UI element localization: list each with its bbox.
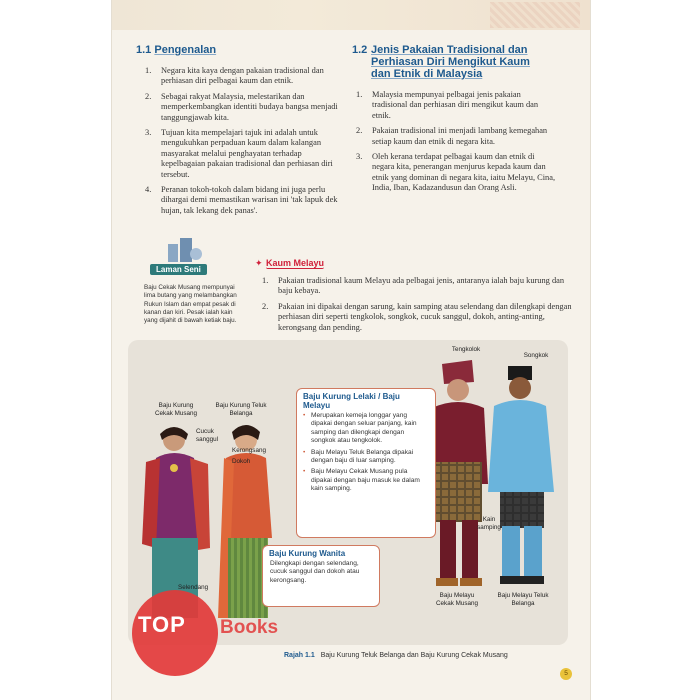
bullet-item: • Baju Melayu Teluk Belanga dipakai dengan baju di luar samping. [303,449,429,466]
section-number: 1.2 [352,44,368,56]
bullet-item: • Merupakan kemeja longgar yang dipakai dengan seluar panjang, kain samping dan dilengkapi dengan songkok atau tengkolok. [303,412,429,446]
list-number: 2. [145,91,152,101]
info-box-text: Dilengkapi dengan selendang, cucuk sanggul dan dokoh atau kerongsang. [270,560,360,584]
list-item [145,185,345,216]
list-number: 3. [145,128,152,138]
melayu-list [262,276,572,338]
list-number: 2. [356,126,363,136]
list-number: 1. [356,90,363,99]
section-number: 1.1 [136,44,152,56]
list-text: Peranan tokoh-tokoh dalam bidang ini juga perlu dihargai demi memastikan warisan ini 'tak lapuk dek hujan, tak lekang dek panas'. [161,185,338,215]
list-number: 1. [262,276,269,285]
label-bk-teluk-belanga: Baju Kurung Teluk Belanga [215,402,267,417]
list-text: Sebagai rakyat Malaysia, melestarikan dan memperkembangkan identiti budaya bangsa menjadi tanggungjawab kita. [161,91,338,122]
kaum-melayu-label: Kaum Melayu [266,258,325,268]
label-bk-cekak-musang: Baju Kurung Cekak Musang [155,402,197,417]
label-selendang: Selendang [178,584,209,591]
baju-kurung-wanita-info-box [262,545,380,607]
intro-list [145,66,345,221]
info-box-list [297,412,435,501]
bullet-item: • Baju Melayu Cekak Musang pula dipakai dengan baju masuk ke dalam kain samping. [303,468,429,493]
men-illustration [416,352,566,592]
list-item [262,276,572,297]
section-heading-1-2 [371,44,536,80]
types-list [356,90,556,199]
label-bm-teluk-belanga: Baju Melayu Teluk Belanga [497,592,549,607]
list-item [145,128,345,180]
caption-number: Rajah 1.1 [284,652,315,659]
list-text: Malaysia mempunyai pelbagai jenis pakaian tradisional dan perhiasan diri mengikut kaum dan etnik. [372,90,539,120]
label-kerongsang: Kerongsang [232,447,266,454]
label-tengkolok: Tengkolok [451,346,481,353]
watermark-books: Books [220,617,279,638]
page-number: 5 [560,668,572,680]
label-kain-samping: Kain samping [477,516,501,531]
list-number: 1. [145,66,152,75]
laman-seni-label: Laman Seni [150,264,207,275]
caption-text: Baju Kurung Teluk Belanga dan Baju Kurung Cekak Musang [320,652,508,659]
label-bm-cekak-musang: Baju Melayu Cekak Musang [436,592,478,607]
info-box-title: Baju Kurung Wanita [269,549,346,558]
list-item [262,302,572,333]
list-text: Pakaian tradisional ini menjadi lambang kemegahan setiap kaum dan etnik di negara kita. [372,126,548,146]
label-cucuk-sanggul: Cucuk sanggul [196,428,219,443]
figure-caption [284,652,508,659]
list-text: Oleh kerana terdapat pelbagai kaum dan etnik di negara kita, penerangan menjurus kepada kaum dan etnik yang dominan di negara kita, iaitu Melayu, Cina, India, Iban, Kadazandusun dan Orang Asli. [372,152,556,193]
list-item [356,90,556,121]
list-text: Pakaian ini dipakai dengan sarung, kain samping atau selendang dan dilengkapi dengan perhiasan diri seperti tengkolok, songkok, cucuk sanggul, dokoh, anting-anting, kerongsang dan pending. [278,301,572,332]
section-title: Pengenalan [154,44,217,56]
label-songkok: Songkok [523,352,549,359]
art-sculpture-icon [164,234,204,264]
decorative-header-strip [112,0,590,30]
list-item [145,92,345,123]
list-number: 4. [145,185,152,195]
list-item [356,126,556,147]
list-number: 2. [262,301,269,311]
list-item [145,66,345,87]
section-heading-1-1 [136,44,336,56]
section-title: Jenis Pakaian Tradisional dan Perhiasan Diri Mengikut Kaum dan Etnik di Malaysia [371,44,530,80]
list-number: 3. [356,152,363,162]
laman-seni-note: Baju Cekak Musang mempunyai lima butang yang melambangkan Rukun Islam dan empat pesak di kanan dan kiri. Pesak ialah kain yang dijahit di bawah ketiak baju. [144,284,237,325]
label-dokoh: Dokoh [232,458,251,465]
kaum-bullet-icon: ✦ [255,258,263,268]
baju-melayu-info-box [296,388,436,538]
watermark-top: TOP [138,612,186,637]
list-text: Tujuan kita mempelajari tajuk ini adalah untuk mengukuhkan perpaduan kaum dalam kalangan masyarakat melalui penghayatan terhadap kepelbagaian pakaian tradisional dan perhiasan diri tersebut. [161,128,333,179]
list-text: Negara kita kaya dengan pakaian tradisional dan perhiasan diri pelbagai kaum dan etnik. [161,66,324,86]
list-item [356,152,556,194]
list-text: Pakaian tradisional kaum Melayu ada pelbagai jenis, antaranya ialah baju kurung dan baju kebaya. [278,276,565,296]
info-box-title: Baju Kurung Lelaki / Baju Melayu [303,392,400,410]
